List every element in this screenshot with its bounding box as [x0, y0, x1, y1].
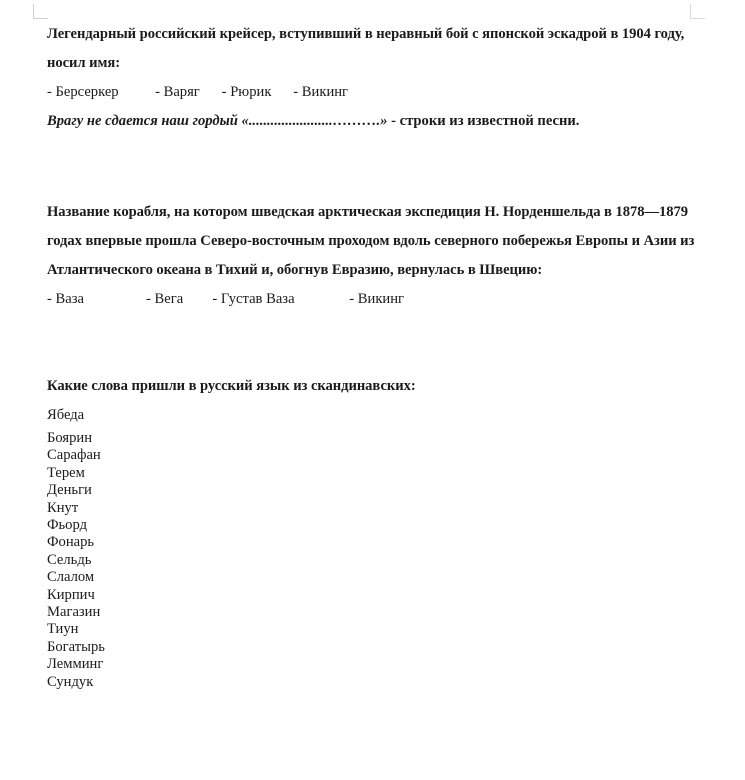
song-quote-upright: - строки из известной песни.: [387, 113, 580, 129]
margin-crop-mark-top-left: [33, 4, 48, 19]
answer-options-cruiser[interactable]: - Берсеркер - Варяг - Рюрик - Викинг: [47, 84, 349, 100]
answer-options-ship-name[interactable]: - Ваза - Вега - Густав Ваза - Викинг: [47, 291, 405, 307]
list-item: Кнут: [47, 499, 79, 516]
list-item: Сельдь: [47, 551, 92, 568]
list-item: Фонарь: [47, 534, 95, 551]
question-text-scandinavian-words: Какие слова пришли в русский язык из скандинавских:: [47, 378, 416, 394]
question-text-cruiser: Легендарный российский крейсер, вступивший в неравный бой с японской эскадрой в 1904 году, носил имя:: [47, 26, 685, 71]
question-block-cruiser: [47, 20, 695, 136]
question-text-ship-name: Название корабля, на котором шведская арктическая экспедиция Н. Норденшельда в 1878—1879 годах впервые прошла Северо-восточным проходом вдоль северного побережья Европы и Азии из Атлантического океана в Тихий и, обогнув Евразию, вернулась в Швецию:: [47, 204, 695, 278]
list-item: Лемминг: [47, 656, 104, 673]
word-first-yabeda: Ябеда: [47, 407, 85, 423]
list-item: Богатырь: [47, 638, 105, 655]
list-item: Магазин: [47, 604, 101, 621]
margin-crop-mark-top-right: [690, 4, 705, 19]
song-quote-line: [47, 107, 695, 136]
list-item: Боярин: [47, 430, 93, 446]
block-spacer-2: [47, 314, 695, 372]
block-spacer-1: [47, 136, 695, 198]
list-item: Сарафан: [47, 447, 101, 464]
list-item: Терем: [47, 464, 85, 481]
question-block-scandinavian-words: [47, 372, 695, 691]
song-quote-italic: Врагу не сдается наш гордый «.......................……….»: [47, 113, 388, 129]
question-block-ship-name: [47, 198, 695, 314]
document-text-body: [47, 20, 695, 691]
list-item: Кирпич: [47, 586, 95, 603]
list-item: Слалом: [47, 569, 95, 586]
list-item: Деньги: [47, 482, 92, 499]
list-item: Фьорд: [47, 517, 88, 534]
list-item: Сундук: [47, 673, 94, 690]
scandinavian-word-list: [47, 430, 695, 691]
list-item: Тиун: [47, 621, 79, 638]
